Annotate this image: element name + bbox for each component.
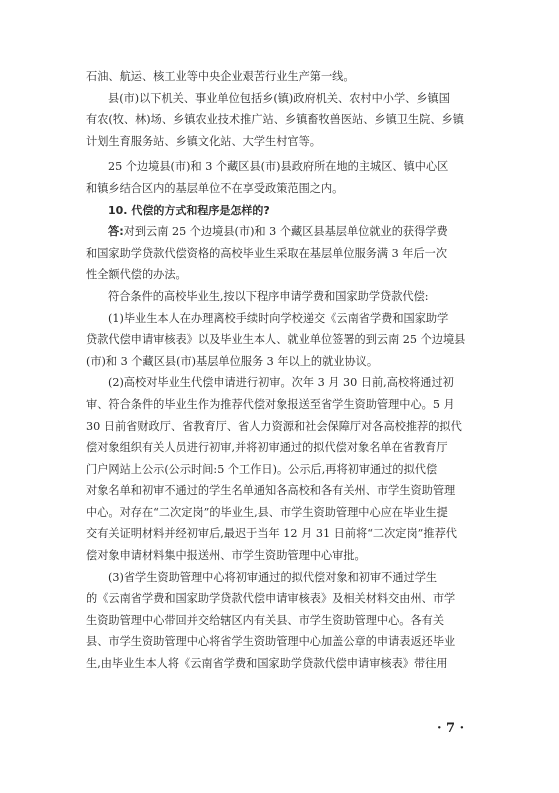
text-line: 石油、航运、核工业等中央企业艰苦行业生产第一线。	[86, 70, 355, 83]
paragraph	[86, 308, 476, 373]
text-line: 交有关证明材料并经初审后,最迟于当年 12 月 31 日前将“二次定岗”推荐代	[86, 527, 457, 541]
text-line	[86, 221, 476, 243]
text-line: 有农(牧、林)场、乡镇农业技术推广站、乡镇畜牧兽医站、乡镇卫生院、乡镇	[86, 113, 464, 127]
text-line: 生,由毕业生本人将《云南省学费和国家助学贷款代偿申请审核表》带往用	[86, 657, 448, 671]
text-line: 门户网站上公示(公示时间:5 个工作日)。公示后,再将初审通过的拟代偿	[86, 462, 438, 476]
text-line: (2)高校对毕业生代偿申请进行初审。次年 3 月 30 日前,高校将通过初	[108, 376, 454, 390]
paragraph	[86, 286, 476, 308]
text-line: (1)毕业生本人在办理离校手续时向学校递交《云南省学费和国家助学	[108, 311, 449, 325]
answer-paragraph	[86, 221, 476, 286]
paragraph	[86, 567, 476, 675]
answer-first-line: 对到云南 25 个边境县(市)和 3 个藏区县基层单位就业的获得学费	[123, 225, 448, 239]
answer-label: 答:	[108, 225, 124, 239]
text-line: 偿对象申请材料集中报送州、市学生资助管理中心审批。	[86, 549, 366, 563]
page-body	[86, 66, 476, 675]
text-line: 30 日前省财政厅、省教育厅、省人力资源和社会保障厅对各高校推荐的拟代	[86, 419, 462, 433]
text-line: (市)和 3 个藏区县(市)基层单位服务 3 年以上的就业协议。	[86, 354, 379, 368]
text-line: 性全额代偿的办法。	[86, 268, 187, 282]
page-number: · 7 ·	[437, 721, 465, 736]
text-line: 25 个边境县(市)和 3 个藏区县(市)县政府所在地的主城区、镇中心区	[108, 160, 449, 174]
text-line: 县、市学生资助管理中心将省学生资助管理中心加盖公章的申请表返还毕业	[86, 635, 456, 649]
text-line: 计划生育服务站、乡镇文化站、大学生村官等。	[86, 134, 321, 148]
text-line: (3)省学生资助管理中心将初审通过的拟代偿对象和初审不通过学生	[108, 570, 438, 584]
text-line: 对象名单和初审不通过的学生名单通知各高校和各有关州、市学生资助管理	[86, 484, 456, 498]
paragraph	[86, 372, 476, 566]
text-line: 和镇乡结合区内的基层单位不在享受政策范围之内。	[86, 181, 344, 195]
text-line: 审、符合条件的毕业生作为推荐代偿对象报送至省学生资助管理中心。5 月	[86, 397, 455, 411]
section-heading-block	[86, 200, 476, 222]
paragraph	[86, 156, 476, 199]
text-line: 和国家助学贷款代偿资格的高校毕业生采取在基层单位服务满 3 年后一次	[86, 246, 448, 260]
text-line: 贷款代偿申请审核表》以及毕业生本人、就业单位签署的到云南 25 个边境县	[86, 333, 466, 347]
paragraph	[86, 66, 476, 88]
section-heading: 10. 代偿的方式和程序是怎样的?	[108, 203, 270, 217]
text-line: 生资助管理中心带回并交给辖区内有关县、市学生资助管理中心。各有关	[86, 613, 445, 627]
paragraph	[86, 88, 476, 153]
text-line: 的《云南省学费和国家助学贷款代偿申请审核表》及相关材料交由州、市学	[86, 592, 456, 606]
text-line: 县(市)以下机关、事业单位包括乡(镇)政府机关、农村中小学、乡镇国	[108, 91, 450, 105]
text-line: 中心。对存在“二次定岗”的毕业生,县、市学生资助管理中心应在毕业生提	[86, 505, 448, 519]
text-line: 符合条件的高校毕业生,按以下程序申请学费和国家助学贷款代偿:	[108, 289, 429, 303]
text-line: 偿对象组织有关人员进行初审,并将初审通过的拟代偿对象名单在省教育厅	[86, 441, 448, 455]
